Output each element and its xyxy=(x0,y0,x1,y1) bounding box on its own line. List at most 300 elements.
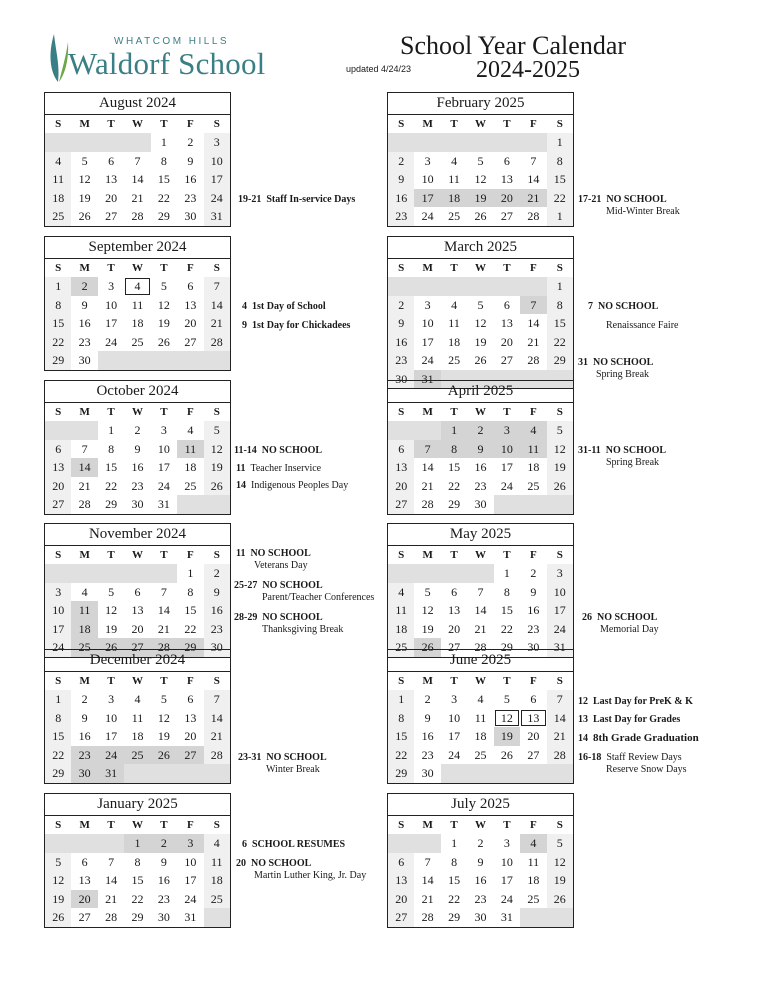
calendar-day: 4 xyxy=(124,277,150,296)
calendar-day: 12 xyxy=(494,709,520,728)
calendar-day: 16 xyxy=(474,873,487,888)
calendar-day: 17 xyxy=(204,170,230,189)
note-text: NO SCHOOL xyxy=(598,301,659,312)
calendar-blank xyxy=(467,564,493,583)
calendar-day: 29 xyxy=(448,910,461,925)
calendar-day: 1 xyxy=(124,834,150,853)
calendar-day: 6 xyxy=(503,297,510,312)
calendar-day: 10 xyxy=(494,440,520,459)
calendar-day: 13 xyxy=(184,297,197,312)
weekday-header: T xyxy=(107,118,115,130)
calendar-day: 15 xyxy=(157,172,170,187)
weekday-header: W xyxy=(474,262,486,274)
month-calendar xyxy=(387,92,574,227)
note-text: NO SCHOOL xyxy=(262,612,323,623)
weekday-header: T xyxy=(503,549,511,561)
calendar-day: 25 xyxy=(448,353,461,367)
note-text: 8th Grade Graduation xyxy=(593,732,699,744)
calendar-day: 11 xyxy=(45,170,71,189)
calendar-blank xyxy=(177,495,203,514)
calendar-day: 14 xyxy=(204,296,230,315)
note-date: 11 xyxy=(236,463,251,474)
weekday-header: S xyxy=(213,118,220,130)
calendar-day: 12 xyxy=(78,172,91,187)
calendar-day: 22 xyxy=(184,621,197,636)
calendar-day: 9 xyxy=(187,153,194,168)
calendar-day: 17 xyxy=(184,873,197,888)
calendar-day: 22 xyxy=(45,746,71,765)
weekday-header: W xyxy=(474,819,486,831)
calendar-day: 21 xyxy=(204,314,230,333)
calendar-day: 25 xyxy=(124,746,150,765)
calendar-day: 9 xyxy=(160,854,167,869)
calendar-day: 22 xyxy=(500,621,513,636)
calendar-day: 31 xyxy=(414,370,440,389)
calendar-day: 11 xyxy=(448,172,460,187)
note-text: NO SCHOOL xyxy=(250,548,311,559)
month-title: November 2024 xyxy=(45,524,230,546)
calendar-day: 6 xyxy=(530,692,537,706)
weekday-header: W xyxy=(131,549,143,561)
calendar-blank xyxy=(151,564,177,583)
calendar-day: 16 xyxy=(388,333,414,352)
weekday-header: T xyxy=(160,549,168,561)
weekday-header: T xyxy=(107,819,115,831)
calendar-day: 26 xyxy=(98,638,124,657)
calendar-blank xyxy=(177,764,203,783)
calendar-day: 2 xyxy=(151,834,177,853)
calendar-day: 17 xyxy=(500,460,513,475)
calendar-day: 29 xyxy=(105,497,118,512)
calendar-day: 17 xyxy=(157,460,170,475)
weekday-header: T xyxy=(107,262,115,274)
calendar-day: 25 xyxy=(45,207,71,226)
calendar-day: 1 xyxy=(451,836,458,850)
calendar-day: 29 xyxy=(388,764,414,783)
weekday-header: S xyxy=(55,675,62,687)
weekday-header: S xyxy=(398,118,405,130)
calendar-day: 26 xyxy=(547,477,573,496)
weekday-header: S xyxy=(55,406,62,418)
calendar-blank xyxy=(547,764,573,783)
calendar-blank xyxy=(124,564,150,583)
calendar-day: 19 xyxy=(474,334,487,349)
calendar-day: 2 xyxy=(134,423,141,437)
calendar-day: 8 xyxy=(547,296,573,315)
calendar-day: 27 xyxy=(105,209,118,224)
calendar-day: 14 xyxy=(547,709,573,728)
calendar-day: 6 xyxy=(81,854,88,869)
calendar-day: 28 xyxy=(421,910,434,925)
calendar-blank xyxy=(124,351,150,370)
calendar-day: 12 xyxy=(157,297,170,312)
weekday-header: S xyxy=(556,819,563,831)
month-calendar xyxy=(387,380,574,515)
calendar-day: 7 xyxy=(160,584,167,599)
calendar-blank xyxy=(151,351,177,370)
weekday-header: S xyxy=(55,262,62,274)
calendar-day: 4 xyxy=(134,692,141,706)
calendar-blank xyxy=(71,564,97,583)
calendar-day: 6 xyxy=(451,584,458,599)
calendar-day: 10 xyxy=(45,601,71,620)
calendar-day: 10 xyxy=(448,710,461,725)
calendar-day: 18 xyxy=(71,620,97,639)
weekday-header: S xyxy=(556,675,563,687)
note-text: Indigenous Peoples Day xyxy=(251,480,349,491)
note-date: 7 xyxy=(588,301,598,312)
calendar-day: 27 xyxy=(448,640,461,655)
weekday-header: T xyxy=(107,675,115,687)
calendar-day: 10 xyxy=(184,854,197,869)
calendar-day: 26 xyxy=(204,477,230,496)
calendar-day: 11 xyxy=(131,710,144,725)
note-text: NO SCHOOL xyxy=(593,357,654,368)
note-date: 26 xyxy=(582,612,597,623)
calendar-day: 4 xyxy=(451,297,458,312)
weekday-header: S xyxy=(55,549,62,561)
weekday-header: S xyxy=(556,549,563,561)
calendar-blank xyxy=(71,421,97,440)
calendar-day: 3 xyxy=(160,423,167,437)
calendar-blank xyxy=(520,764,546,783)
calendar-day: 17 xyxy=(45,620,71,639)
calendar-day: 16 xyxy=(527,603,540,618)
calendar-day: 18 xyxy=(204,871,230,890)
note-date: 19-21 xyxy=(238,194,267,205)
calendar-day: 24 xyxy=(547,620,573,639)
calendar-day: 16 xyxy=(78,729,91,744)
weekday-header: S xyxy=(213,262,220,274)
calendar-day: 25 xyxy=(448,209,461,224)
calendar-day: 16 xyxy=(78,316,91,331)
calendar-blank xyxy=(45,133,71,152)
weekday-header: F xyxy=(186,549,194,561)
calendar-day: 21 xyxy=(474,621,487,636)
calendar-day: 31 xyxy=(500,910,513,925)
month-calendar xyxy=(387,236,574,389)
note-text: NO SCHOOL xyxy=(262,580,323,591)
note-text: 1st Day of School xyxy=(252,301,326,312)
calendar-day: 30 xyxy=(71,764,97,783)
calendar-day: 29 xyxy=(448,497,461,512)
calendar-day: 11 xyxy=(474,710,487,725)
calendar-day: 28 xyxy=(131,209,144,224)
page-subtitle: 2024-2025 xyxy=(476,57,580,83)
calendar-note xyxy=(578,445,666,468)
calendar-day: 3 xyxy=(424,297,431,312)
weekday-header: F xyxy=(186,819,194,831)
calendar-blank xyxy=(71,133,97,152)
calendar-day: 28 xyxy=(204,746,230,765)
month-title: May 2025 xyxy=(388,524,573,546)
calendar-day: 18 xyxy=(448,334,461,349)
calendar-day: 25 xyxy=(184,478,197,493)
calendar-day: 10 xyxy=(421,172,434,187)
weekday-header: T xyxy=(450,406,458,418)
weekday-header: W xyxy=(474,675,486,687)
weekday-header: F xyxy=(186,675,194,687)
calendar-day: 24 xyxy=(421,209,434,224)
weekday-header: M xyxy=(422,406,433,418)
calendar-day: 21 xyxy=(520,189,546,208)
month-calendar xyxy=(387,523,574,658)
calendar-blank xyxy=(204,764,230,783)
calendar-day: 5 xyxy=(160,692,167,706)
calendar-day: 29 xyxy=(157,209,170,224)
calendar-day: 27 xyxy=(527,747,540,762)
calendar-day: 12 xyxy=(474,172,487,187)
calendar-day: 5 xyxy=(547,421,573,440)
calendar-day: 14 xyxy=(421,460,434,475)
calendar-day: 22 xyxy=(448,478,461,493)
note-date: 6 xyxy=(242,839,252,850)
note-subtext: Martin Luther King, Jr. Day xyxy=(254,870,367,881)
calendar-day: 7 xyxy=(424,854,431,869)
note-subtext: Thanksgiving Break xyxy=(262,624,344,635)
calendar-day: 8 xyxy=(441,440,467,459)
calendar-day: 27 xyxy=(78,910,91,925)
calendar-day: 26 xyxy=(45,908,71,927)
weekday-header: M xyxy=(79,118,90,130)
calendar-day: 17 xyxy=(421,334,434,349)
calendar-day: 13 xyxy=(131,603,144,618)
calendar-blank xyxy=(441,277,467,296)
calendar-blank xyxy=(441,564,467,583)
calendar-day: 17 xyxy=(500,873,513,888)
calendar-day: 10 xyxy=(547,583,573,602)
calendar-day: 26 xyxy=(78,209,91,224)
note-date: 11 xyxy=(236,548,251,559)
calendar-day: 3 xyxy=(108,692,115,706)
calendar-day: 9 xyxy=(477,854,484,869)
calendar-day: 24 xyxy=(184,891,197,906)
calendar-day: 30 xyxy=(474,910,487,925)
calendar-day: 10 xyxy=(500,854,513,869)
month-title: October 2024 xyxy=(45,381,230,403)
calendar-blank xyxy=(494,277,520,296)
calendar-day: 7 xyxy=(134,153,141,168)
weekday-header: T xyxy=(160,819,168,831)
calendar-day: 31 xyxy=(204,207,230,226)
calendar-day: 14 xyxy=(474,603,487,618)
calendar-note xyxy=(242,301,326,312)
calendar-day: 22 xyxy=(105,478,118,493)
calendar-day: 19 xyxy=(78,190,91,205)
calendar-day: 22 xyxy=(547,333,573,352)
calendar-day: 23 xyxy=(71,746,97,765)
calendar-day: 14 xyxy=(527,316,540,330)
calendar-blank xyxy=(204,351,230,370)
weekday-header: W xyxy=(131,262,143,274)
calendar-day: 29 xyxy=(45,351,71,370)
calendar-day: 8 xyxy=(503,584,510,599)
calendar-day: 6 xyxy=(45,440,71,459)
calendar-day: 22 xyxy=(388,746,414,765)
calendar-day: 24 xyxy=(98,746,124,765)
calendar-blank xyxy=(494,133,520,152)
school-logo xyxy=(46,32,286,88)
calendar-day: 30 xyxy=(527,640,540,655)
calendar-day: 19 xyxy=(494,727,520,746)
calendar-blank xyxy=(71,834,97,853)
weekday-header: T xyxy=(160,118,168,130)
calendar-day: 11 xyxy=(131,297,144,312)
calendar-day: 27 xyxy=(45,495,71,514)
calendar-day: 15 xyxy=(388,727,414,746)
logo-name: Waldorf School xyxy=(68,46,266,81)
month-calendar xyxy=(44,649,231,784)
calendar-blank xyxy=(414,133,440,152)
weekday-header: M xyxy=(79,406,90,418)
calendar-blank xyxy=(388,834,414,853)
weekday-header: M xyxy=(422,819,433,831)
calendar-day: 24 xyxy=(500,891,513,906)
note-text: NO SCHOOL xyxy=(251,858,312,869)
note-date: 25-27 xyxy=(234,580,263,591)
calendar-day: 24 xyxy=(500,478,513,493)
weekday-header: T xyxy=(160,406,168,418)
calendar-day: 6 xyxy=(388,440,414,459)
calendar-day: 8 xyxy=(134,854,141,869)
calendar-blank xyxy=(520,495,546,514)
calendar-day: 12 xyxy=(157,710,170,725)
calendar-note xyxy=(242,320,350,331)
weekday-header: S xyxy=(55,819,62,831)
calendar-day: 31 xyxy=(547,638,573,657)
calendar-day: 26 xyxy=(500,747,513,762)
calendar-day: 10 xyxy=(421,316,434,330)
calendar-day: 21 xyxy=(547,727,573,746)
calendar-day: 22 xyxy=(448,891,461,906)
calendar-day: 14 xyxy=(527,172,540,187)
calendar-day: 29 xyxy=(45,764,71,783)
weekday-header: W xyxy=(131,675,143,687)
note-date: 17-21 xyxy=(578,194,607,205)
weekday-header: S xyxy=(213,549,220,561)
calendar-note xyxy=(582,612,659,635)
calendar-note xyxy=(236,463,321,474)
calendar-day: 13 xyxy=(448,603,461,618)
calendar-day: 5 xyxy=(204,421,230,440)
calendar-day: 12 xyxy=(204,440,230,459)
calendar-day: 7 xyxy=(81,441,88,456)
calendar-day: 30 xyxy=(204,638,230,657)
calendar-day: 9 xyxy=(424,710,431,725)
calendar-blank xyxy=(494,764,520,783)
weekday-header: T xyxy=(503,406,511,418)
calendar-day: 18 xyxy=(131,316,144,331)
weekday-header: S xyxy=(398,675,405,687)
calendar-day: 30 xyxy=(78,353,91,368)
weekday-header: M xyxy=(79,262,90,274)
calendar-day: 6 xyxy=(503,153,510,168)
weekday-header: F xyxy=(529,262,537,274)
calendar-day: 26 xyxy=(474,209,487,224)
calendar-day: 8 xyxy=(45,709,71,728)
calendar-day: 25 xyxy=(71,638,97,657)
calendar-day: 2 xyxy=(424,692,431,706)
calendar-day: 3 xyxy=(108,279,115,293)
calendar-day: 18 xyxy=(527,460,540,475)
calendar-day: 4 xyxy=(81,584,88,599)
calendar-day: 19 xyxy=(547,458,573,477)
calendar-day: 5 xyxy=(424,584,431,599)
weekday-header: F xyxy=(529,118,537,130)
calendar-day: 7 xyxy=(530,153,537,168)
calendar-day: 8 xyxy=(388,709,414,728)
calendar-day: 19 xyxy=(467,189,493,208)
note-date: 14 xyxy=(236,480,251,491)
month-title: April 2025 xyxy=(388,381,573,403)
note-text: Last Day for PreK & K xyxy=(593,696,693,707)
calendar-day: 11 xyxy=(448,316,460,330)
calendar-blank xyxy=(414,564,440,583)
calendar-day: 26 xyxy=(151,746,177,765)
calendar-blank xyxy=(45,564,71,583)
calendar-day: 3 xyxy=(424,153,431,168)
calendar-day: 9 xyxy=(81,297,88,312)
calendar-day: 22 xyxy=(547,189,573,208)
weekday-header: T xyxy=(450,262,458,274)
weekday-header: F xyxy=(186,118,194,130)
calendar-day: 29 xyxy=(131,910,144,925)
calendar-day: 23 xyxy=(131,478,144,493)
calendar-day: 6 xyxy=(187,279,194,293)
calendar-day: 22 xyxy=(131,891,144,906)
calendar-blank xyxy=(494,495,520,514)
calendar-day: 21 xyxy=(204,727,230,746)
weekday-header: W xyxy=(474,118,486,130)
calendar-day: 20 xyxy=(45,477,71,496)
calendar-day: 12 xyxy=(421,603,434,618)
calendar-day: 9 xyxy=(81,710,88,725)
calendar-day: 28 xyxy=(421,497,434,512)
calendar-day: 27 xyxy=(388,495,414,514)
calendar-note xyxy=(578,696,693,707)
calendar-blank xyxy=(388,277,414,296)
calendar-day: 5 xyxy=(81,153,88,168)
calendar-day: 16 xyxy=(204,601,230,620)
calendar-day: 21 xyxy=(131,190,144,205)
note-text: Renaissance Faire xyxy=(606,320,679,331)
note-date: 28-29 xyxy=(234,612,263,623)
month-calendar xyxy=(44,92,231,227)
calendar-day: 11 xyxy=(388,601,414,620)
note-subtext: Winter Break xyxy=(266,764,320,775)
calendar-day: 14 xyxy=(204,709,230,728)
calendar-day: 11 xyxy=(520,440,546,459)
weekday-header: T xyxy=(160,262,168,274)
calendar-note xyxy=(578,357,653,380)
calendar-day: 28 xyxy=(474,640,487,655)
calendar-blank xyxy=(547,908,573,927)
calendar-blank xyxy=(98,133,124,152)
calendar-day: 13 xyxy=(105,172,118,187)
calendar-day: 28 xyxy=(204,333,230,352)
calendar-day: 17 xyxy=(448,729,461,744)
calendar-day: 17 xyxy=(105,729,118,744)
calendar-day: 3 xyxy=(45,583,71,602)
calendar-day: 16 xyxy=(474,460,487,475)
calendar-day: 13 xyxy=(520,709,546,728)
month-title: December 2024 xyxy=(45,650,230,672)
calendar-blank xyxy=(441,764,467,783)
month-calendar xyxy=(387,793,574,928)
month-title: July 2025 xyxy=(388,794,573,816)
calendar-day: 30 xyxy=(184,209,197,224)
calendar-day: 7 xyxy=(204,277,230,296)
